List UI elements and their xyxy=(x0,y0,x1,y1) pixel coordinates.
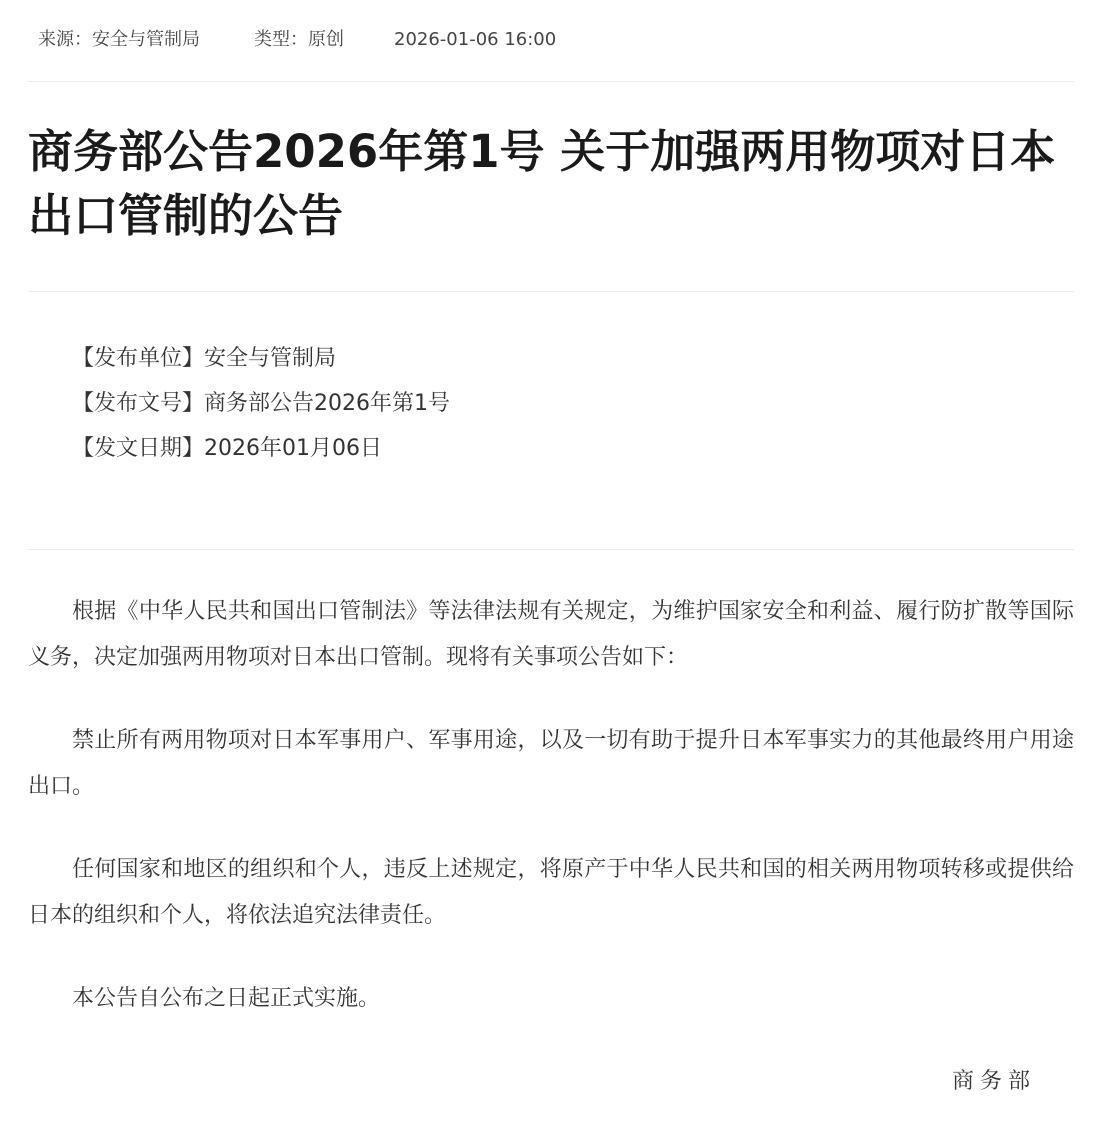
document-info-list xyxy=(72,336,450,471)
page-title: 商务部公告2026年第1号 关于加强两用物项对日本出口管制的公告 xyxy=(28,125,1056,242)
info-label: 【发布单位】 xyxy=(72,346,205,371)
body-paragraph: 根据《中华人民共和国出口管制法》等法律法规有关规定，为维护国家安全和利益、履行防扩散等国际义务，决定加强两用物项对日本出口管制。现将有关事项公告如下： xyxy=(28,599,1074,670)
divider xyxy=(28,81,1074,82)
body-paragraph: 禁止所有两用物项对日本军事用户、军事用途，以及一切有助于提升日本军事实力的其他最终用户用途出口。 xyxy=(28,728,1074,799)
signature: 商务部 xyxy=(951,1069,1036,1094)
info-value: 安全与管制局 xyxy=(204,346,337,371)
info-value: 2026年01月06日 xyxy=(204,436,382,461)
body-paragraph: 任何国家和地区的组织和个人，违反上述规定，将原产于中华人民共和国的相关两用物项转移或提供给日本的组织和个人，将依法追究法律责任。 xyxy=(28,857,1074,928)
type-label: 类型：原创 xyxy=(254,29,344,50)
divider xyxy=(28,291,1074,292)
info-label: 【发布文号】 xyxy=(72,391,205,416)
info-row-issue-date xyxy=(72,426,450,471)
article-meta-bar xyxy=(0,0,1108,82)
source-label: 来源：安全与管制局 xyxy=(38,29,200,50)
info-row-issuer xyxy=(72,336,450,381)
divider xyxy=(28,549,1074,550)
info-value: 商务部公告2026年第1号 xyxy=(204,391,451,416)
info-label: 【发文日期】 xyxy=(72,436,205,461)
info-row-doc-number xyxy=(72,381,450,426)
publish-datetime: 2026-01-06 16:00 xyxy=(394,29,557,50)
body-paragraph: 本公告自公布之日起正式实施。 xyxy=(72,986,381,1011)
